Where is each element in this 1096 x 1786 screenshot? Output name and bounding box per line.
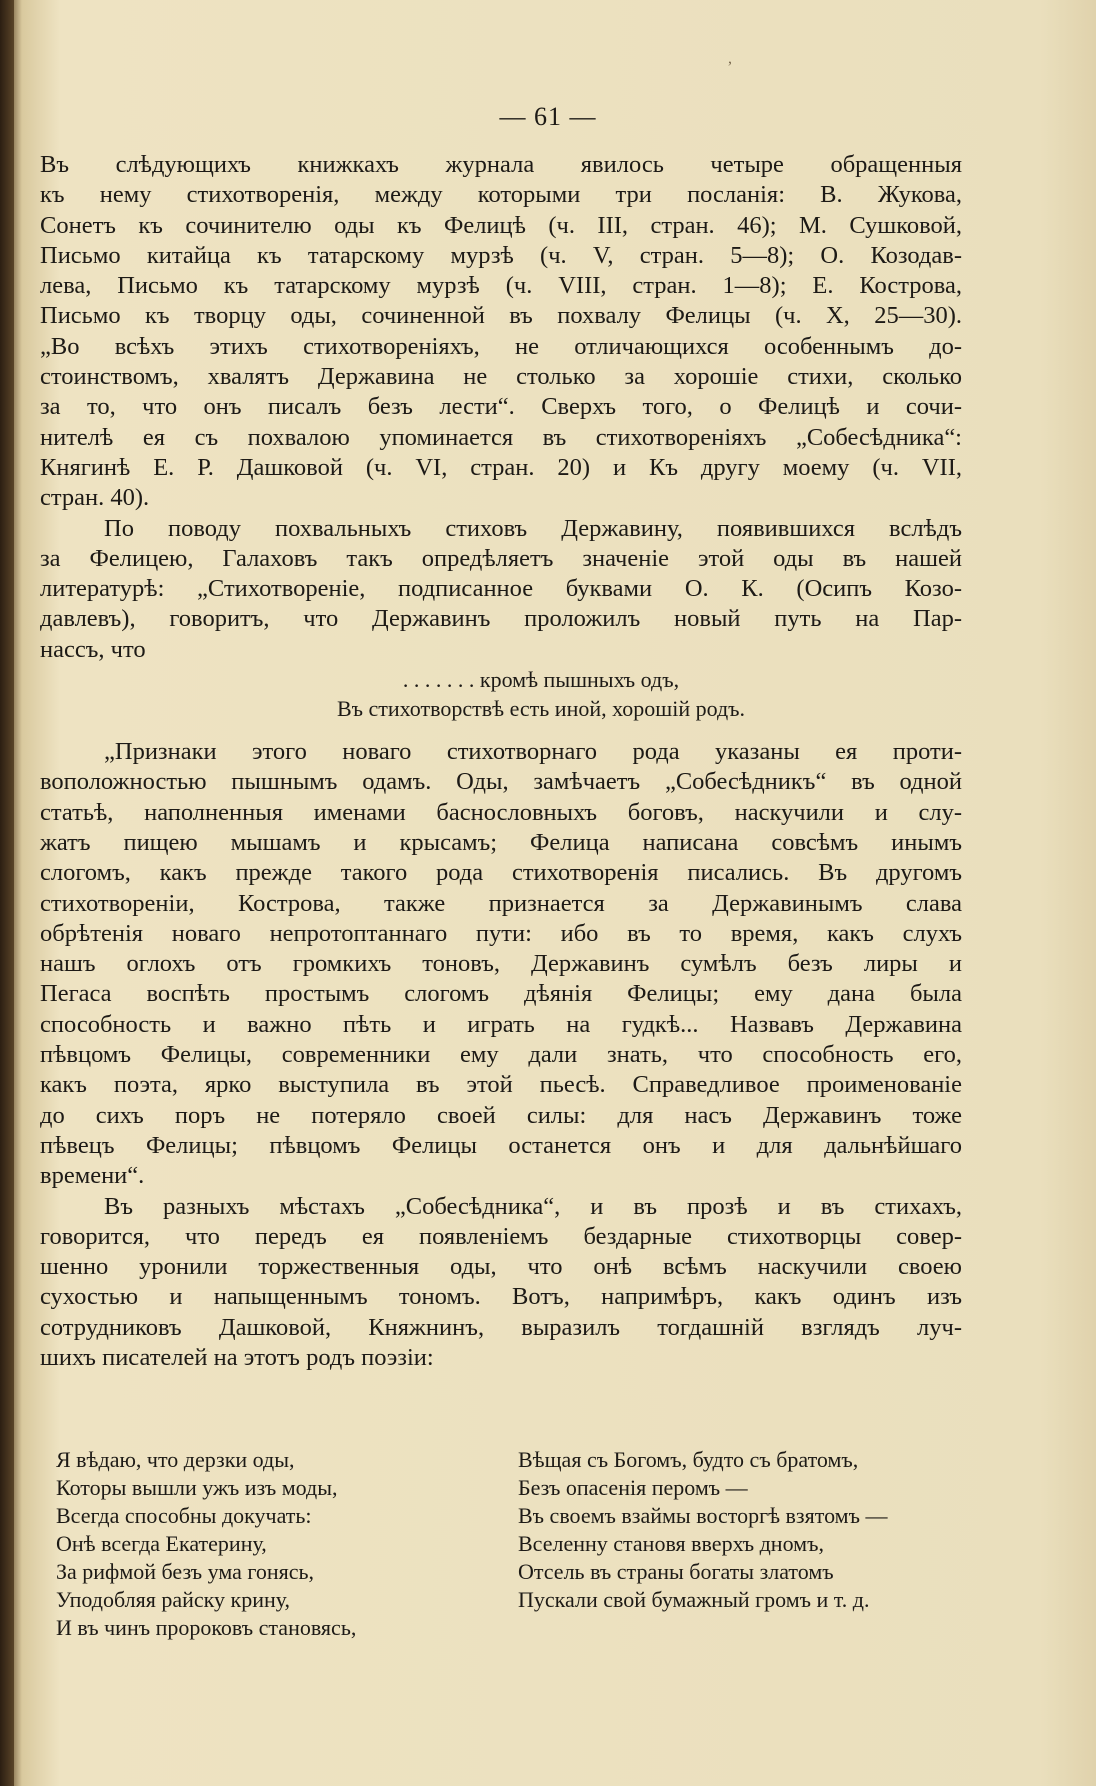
- text-line: Въ слѣдующихъ книжкахъ журнала явилось четыре обращенныя: [40, 151, 962, 178]
- text-line: за Фелицею, Галаховъ такъ опредѣляетъ значеніе этой оды въ нашей: [40, 544, 962, 572]
- poem-line: Вселенну становя вверхъ дномъ,: [518, 1531, 824, 1556]
- poem-line: За рифмой безъ ума гонясь,: [56, 1559, 315, 1584]
- text-line: По поводу похвальныхъ стиховъ Державину, появившихся вслѣдъ: [104, 514, 962, 542]
- page-mark: ,: [728, 50, 732, 67]
- verse-quote: [40, 665, 962, 723]
- text-line: къ нему стихотворенія, между которыми три посланія: В. Жукова,: [40, 181, 962, 209]
- book-spine: [0, 0, 14, 1786]
- text-line: Княгинѣ Е. Р. Дашковой (ч. VI, стран. 20) и Къ другу моему (ч. VII,: [40, 453, 962, 481]
- text-line: нашъ оглохъ отъ громкихъ тоновъ, Державинъ сумѣлъ безъ лиры и: [40, 950, 962, 978]
- text-line: „Во всѣхъ этихъ стихотвореніяхъ, не отличающихся особеннымъ до-: [40, 332, 962, 360]
- poem-line: Пускали свой бумажный громъ и т. д.: [518, 1587, 870, 1612]
- poem-line: Вѣщая съ Богомъ, будто съ братомъ,: [518, 1447, 859, 1472]
- text-line: времени“.: [40, 1162, 145, 1190]
- text-line: „Признаки этого новаго стихотворнаго рода указаны ея проти-: [104, 738, 962, 766]
- text-line: стран. 40).: [40, 484, 150, 512]
- poem-line: И въ чинъ пророковъ становясь,: [56, 1615, 357, 1640]
- text-line: стоинствомъ, хвалятъ Державина не столько за хорошіе стихи, сколько: [40, 363, 962, 391]
- poem-line: Я вѣдаю, что дерзки оды,: [56, 1447, 295, 1472]
- text-line: лева, Письмо къ татарскому мурзѣ (ч. VIII, стран. 1—8); Е. Кострова,: [40, 272, 962, 300]
- text-line: воположностью пышнымъ одамъ. Оды, замѣчаетъ „Собесѣдникъ“ въ одной: [40, 768, 962, 796]
- text-line: шенно уронили торжественныя оды, что онѣ всѣмъ наскучили своею: [40, 1253, 962, 1281]
- text-line: обрѣтенія новаго непротоптаннаго пути: ибо въ то время, какъ слухъ: [40, 919, 962, 947]
- text-line: сотрудниковъ Дашковой, Княжнинъ, выразилъ тогдашній взглядъ луч-: [40, 1313, 962, 1341]
- text-line: Сонетъ къ сочинителю оды къ Фелицѣ (ч. III, стран. 46); М. Сушковой,: [40, 211, 962, 239]
- poem-line: Въ своемъ взаймы восторгѣ взятомъ —: [518, 1503, 888, 1528]
- text-line: Въ разныхъ мѣстахъ „Собесѣдника“, и въ прозѣ и въ стихахъ,: [104, 1192, 962, 1220]
- body-text: [40, 150, 962, 1373]
- text-line: пѣвцомъ Фелицы, современники ему дали знать, что способность его,: [40, 1041, 962, 1069]
- poem-line: Уподобляя райску крину,: [56, 1587, 291, 1612]
- poem-line: Безъ опасенія перомъ —: [518, 1475, 748, 1500]
- text-line: давлевъ), говоритъ, что Державинъ проложилъ новый путь на Пар-: [40, 605, 962, 633]
- page-number: — 61 —: [499, 102, 597, 131]
- text-line: стихотвореніи, Кострова, также признается за Державинымъ слава: [40, 889, 962, 917]
- text-line: до сихъ поръ не потеряло своей силы: для насъ Державинъ тоже: [40, 1101, 962, 1129]
- poem-column-left: [56, 1446, 356, 1642]
- text-line: Письмо китайца къ татарскому мурзѣ (ч. V, стран. 5—8); О. Козодав-: [40, 241, 962, 269]
- text-line: статьѣ, наполненныя именами баснословныхъ боговъ, наскучили и слу-: [40, 798, 962, 826]
- poem-column-right: [518, 1446, 887, 1614]
- text-line: жатъ пищею мышамъ и крысамъ; Фелица написана совсѣмъ инымъ: [40, 828, 962, 856]
- text-line: Пегаса воспѣть простымъ слогомъ дѣянія Фелицы; ему дана была: [40, 980, 962, 1008]
- verse-line: . . . . . . . кромѣ пышныхъ одъ,: [402, 667, 680, 693]
- text-line: шихъ писателей на этотъ родъ поэзіи:: [40, 1343, 434, 1371]
- text-line: нителѣ ея съ похвалою упоминается въ стихотвореніяхъ „Собесѣдника“:: [40, 423, 962, 451]
- poem-line: Всегда способны докучать:: [56, 1503, 312, 1528]
- paragraph-1: [40, 150, 962, 514]
- paragraph-2: [40, 514, 962, 665]
- text-line: за то, что онъ писалъ безъ лести“. Сверхъ того, о Фелицѣ и сочи-: [40, 393, 962, 421]
- verse-line: Въ стихотворствѣ есть иной, хорошій родъ.: [336, 696, 746, 722]
- text-line: пѣвецъ Фелицы; пѣвцомъ Фелицы останется онъ и для дальнѣйшаго: [40, 1131, 962, 1159]
- text-line: способность и важно пѣть и играть на гудкѣ... Назвавъ Державина: [40, 1010, 962, 1038]
- paragraph-4: [40, 1192, 962, 1374]
- poem-line: Отсель въ страны богаты златомъ: [518, 1559, 834, 1584]
- text-line: Письмо къ творцу оды, сочиненной въ похвалу Фелицы (ч. X, 25—30).: [40, 302, 962, 330]
- text-line: слогомъ, какъ прежде такого рода стихотворенія писались. Въ другомъ: [40, 859, 962, 887]
- text-line: литературѣ: „Стихотвореніе, подписанное буквами О. К. (Осипъ Козо-: [40, 575, 962, 603]
- text-line: какъ поэта, ярко выступила въ этой пьесѣ. Справедливое проименованіе: [40, 1071, 962, 1099]
- text-line: говорится, что передъ ея появленіемъ бездарные стихотворцы совер-: [40, 1222, 962, 1250]
- paragraph-3: [40, 737, 962, 1191]
- text-line: сухостью и напыщеннымъ тономъ. Вотъ, напримѣръ, какъ одинъ изъ: [40, 1283, 962, 1311]
- poem-line: Которы вышли ужъ изъ моды,: [56, 1475, 338, 1500]
- poem-line: Онѣ всегда Екатерину,: [56, 1531, 267, 1556]
- text-line: нассъ, что: [40, 635, 146, 663]
